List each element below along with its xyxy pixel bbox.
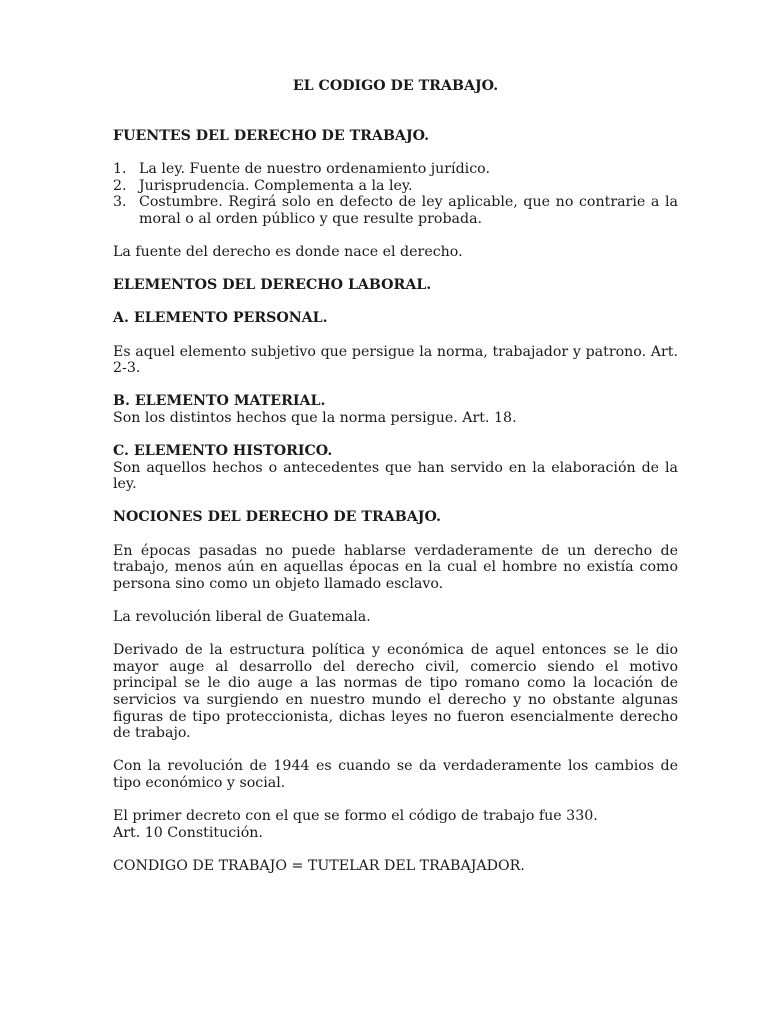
paragraph: En épocas pasadas no puede hablarse verdaderamente de un derecho de trabajo, menos aún en aquellas épocas en la cual el hombre no existía como persona sino como un objeto llamado esclavo. xyxy=(113,542,678,592)
fuentes-note: La fuente del derecho es donde nace el derecho. xyxy=(113,243,463,260)
list-number: 2. xyxy=(113,177,127,194)
list-item xyxy=(113,161,678,178)
fuentes-list xyxy=(113,161,678,227)
list-number: 3. xyxy=(113,194,127,211)
subheading-elemento-historico: C. ELEMENTO HISTORICO. xyxy=(113,443,333,460)
section-heading-nociones: NOCIONES DEL DERECHO DE TRABAJO. xyxy=(113,509,441,526)
document-title: EL CODIGO DE TRABAJO. xyxy=(292,78,499,94)
paragraph-line: Art. 10 Constitución. xyxy=(113,824,263,841)
list-number: 1. xyxy=(113,160,127,177)
subheading-elemento-personal: A. ELEMENTO PERSONAL. xyxy=(113,310,328,327)
subheading-elemento-material: B. ELEMENTO MATERIAL. xyxy=(113,393,326,410)
paragraph: Con la revolución de 1944 es cuando se da verdaderamente los cambios de tipo económico y social. xyxy=(113,758,678,791)
list-item-text: Jurisprudencia. Complementa a la ley. xyxy=(139,177,413,194)
section-heading-elementos: ELEMENTOS DEL DERECHO LABORAL. xyxy=(113,277,432,294)
document-body xyxy=(113,78,678,875)
paragraph: Derivado de la estructura política y económica de aquel entonces se le dio mayor auge al desarrollo del derecho civil, comercio siendo el motivo principal se le dio auge a las normas de tipo romano como la locación de servicios va surgiendo en nuestro mundo el derecho y no obstante algunas figuras de tipo proteccionista, dichas leyes no fueron esencialmente derecho de trabajo. xyxy=(113,642,678,742)
section-heading-fuentes: FUENTES DEL DERECHO DE TRABAJO. xyxy=(113,127,430,144)
paragraph-line: El primer decreto con el que se formo el código de trabajo fue 330. xyxy=(113,808,598,825)
list-item-text: Costumbre. Regirá solo en defecto de ley aplicable, que no contrarie a la moral o al orden público y que resulte probada. xyxy=(139,194,678,227)
paragraph: La revolución liberal de Guatemala. xyxy=(113,609,371,625)
list-item xyxy=(113,194,678,227)
list-item xyxy=(113,178,678,195)
elemento-historico-text: Son aquellos hechos o antecedentes que han servido en la elaboración de la ley. xyxy=(113,459,678,493)
elemento-material-text: Son los distintos hechos que la norma persigue. Art. 18. xyxy=(113,409,517,426)
list-item-text: La ley. Fuente de nuestro ordenamiento jurídico. xyxy=(139,160,490,177)
closing-statement: CONDIGO DE TRABAJO = TUTELAR DEL TRABAJADOR. xyxy=(113,857,525,874)
elemento-personal-text: Es aquel elemento subjetivo que persigue la norma, trabajador y patrono. Art. 2-3. xyxy=(113,343,678,377)
